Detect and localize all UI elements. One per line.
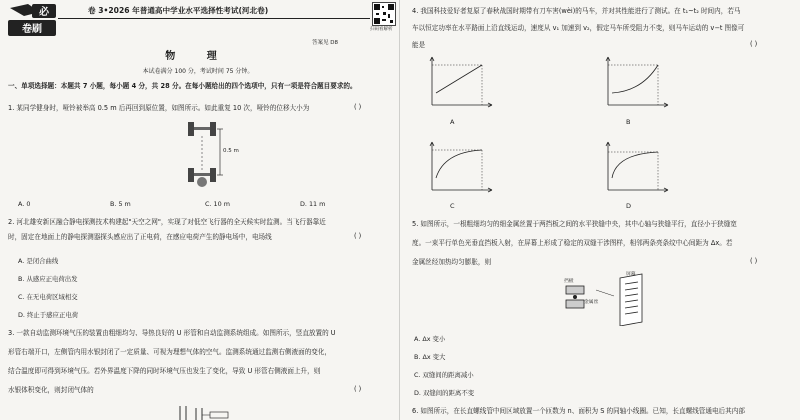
logo-bottom-text: 卷刷 [22,24,42,35]
q4-graph-a[interactable] [426,55,496,110]
q1-option-b[interactable]: B. 5 m [110,200,131,208]
q1-option-c[interactable]: C. 10 m [205,200,230,208]
q4-answer-paren: ( ) [750,40,758,48]
q3-line-2: 形管右端开口，左侧管内用水银封闭了一定质量、可视为理想气体的空气。监测系统通过监测右侧液面的变化， [8,348,332,356]
q5-option-d[interactable]: D. 双缝间的距离不变 [414,389,475,397]
q5-line-3: 金属丝经加热均匀膨胀，则 [412,258,492,266]
u-tube-figure [170,402,250,420]
label-plate: 挡板 [564,279,574,284]
answer-reference: 答案见 D8 [312,40,338,46]
q5-line-1: 5. 如图所示，一根粗细均匀的细金属丝置于两挡板之间的水平狭缝中央，其中心轴与狭缝平行，直径小于狭缝宽 [412,220,737,228]
left-column [0,0,396,420]
q4-label-a: A [450,118,455,126]
q5-line-2: 度。一束平行单色光垂直挡板入射，在屏幕上形成了稳定的双缝干涉图样，相邻两条亮条纹中心间距为 Δx。若 [412,239,733,247]
logo-top-text: 必 [39,7,49,18]
q4-label-b: B [626,118,631,126]
subject-title: 物 理 [165,51,231,62]
q3-line-4: 水银体积变化，则封闭气体的 [8,386,94,394]
exam-notice: 本试卷满分 100 分，考试时间 75 分钟。 [142,68,254,75]
q1-option-a[interactable]: A. 0 [18,200,31,208]
q6-line-1: 6. 如图所示，在长直螺线管中间区域放置一个匝数为 n、面积为 S 的同轴小线圈。已知，长直螺线管通电后其内部 [412,407,745,415]
qr-label: 扫码看解析 [370,27,393,32]
q2-option-d[interactable]: D. 终止于感应正电荷 [18,311,79,319]
q2-option-a[interactable]: A. 是闭合曲线 [18,257,59,265]
q5-option-c[interactable]: C. 双缝间的距离减小 [414,371,474,379]
q2-option-b[interactable]: B. 从感应正电荷出发 [18,275,78,283]
q1-figure-label: 0.5 m [223,148,239,154]
q3-line-3: 结合温度即可得到环境气压。若外界温度下降的同时环境气压也发生了变化，导致 U 形管右侧液面上升，则 [8,367,321,375]
q4-graph-d[interactable] [602,140,672,195]
q3-line-1: 3. 一款自动监测环境气压的装置由粗细均匀、导热良好的 U 形管和自动监测系统组成。如图所示，竖直放置的 U [8,329,336,337]
brand-logo [6,2,58,38]
q4-line-3: 能是 [412,41,426,49]
q2-line-1: 2. 河北雄安新区融合静电探测技术构建起"天空之网"，实现了对低空飞行器的全天候实时监测。当飞行器靠近 [8,218,326,226]
q5-option-a[interactable]: A. Δx 变小 [414,335,446,343]
qr-code-icon[interactable] [372,2,396,26]
q4-label-c: C [450,202,455,210]
q1-stem: 1. 某同学健身时，哑铃被举高 0.5 m 后再回到原位置，如图所示。如此重复 10 次，哑铃的位移大小为 [8,104,310,112]
label-screen: 屏幕 [626,272,636,277]
q2-option-c[interactable]: C. 在无电荷区域相交 [18,293,78,301]
q5-answer-paren: ( ) [750,257,758,265]
q4-label-d: D [626,202,632,210]
exam-title: 卷 3•2026 年普通高中学业水平选择性考试(河北卷) [88,6,269,15]
section-heading: 一、单项选择题：本题共 7 小题，每小题 4 分，共 28 分。在每小题给出的四个选项中，只有一项是符合题目要求的。 [8,82,357,90]
q5-option-b[interactable]: B. Δx 变大 [414,353,446,361]
dumbbell-figure [180,118,240,190]
label-wire: 金属丝 [584,300,599,305]
q3-answer-paren: ( ) [354,385,362,393]
q1-answer-paren: ( ) [354,103,362,111]
q4-graph-c[interactable] [426,140,496,195]
q4-line-1: 4. 我国科技爱好者复原了春秋战国时期带有刀车害(wèi)的马车，并对其性能进行了测试。在 t₁~t₂ 时间内，若马 [412,7,741,15]
q4-graph-b[interactable] [602,55,672,110]
column-divider [399,0,400,420]
q4-line-2: 车以恒定功率在水平路面上沿直线运动，速度从 v₁ 加速到 v₂，假定马车所受阻力不变，则马车运动的 v−t 图像可 [412,24,745,32]
q2-line-2: 时，固定在地面上的静电探测器探头感应出了正电荷，在感应电荷产生的静电场中，电场线 [8,233,272,241]
right-column [404,0,800,420]
q1-option-d[interactable]: D. 11 m [300,200,326,208]
q2-answer-paren: ( ) [354,232,362,240]
double-slit-figure [554,270,664,326]
